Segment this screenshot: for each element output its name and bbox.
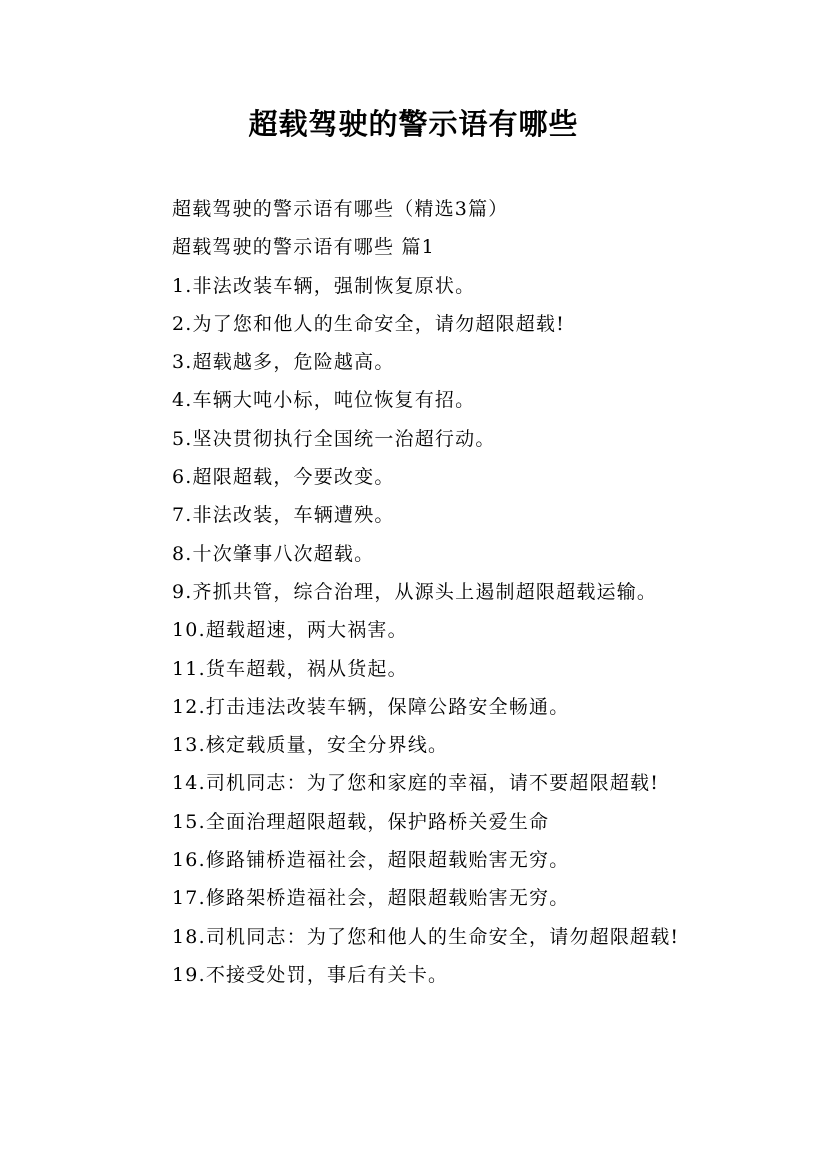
list-item: 2.为了您和他人的生命安全，请勿超限超载! (172, 312, 565, 335)
document-title: 超载驾驶的警示语有哪些 (248, 107, 579, 141)
list-item: 11.货车超载，祸从货起。 (172, 657, 408, 680)
list-item: 1.非法改装车辆，强制恢复原状。 (172, 274, 476, 297)
section-heading: 超载驾驶的警示语有哪些 篇1 (172, 236, 435, 259)
list-item: 16.修路铺桥造福社会，超限超载贻害无穷。 (172, 849, 570, 872)
list-item: 9.齐抓共管，综合治理，从源头上遏制超限超载运输。 (172, 580, 658, 603)
list-item: 17.修路架桥造福社会，超限超载贻害无穷。 (172, 887, 570, 910)
list-item: 4.车辆大吨小标，吨位恢复有招。 (172, 389, 476, 412)
intro-paragraph: 超载驾驶的警示语有哪些（精选3篇） (172, 198, 509, 220)
list-item: 3.超载越多，危险越高。 (172, 351, 395, 374)
list-item: 19.不接受处罚，事后有关卡。 (172, 963, 449, 986)
list-item: 10.超载超速，两大祸害。 (172, 619, 408, 642)
list-item: 5.坚决贯彻执行全国统一治超行动。 (172, 427, 496, 450)
list-item: 18.司机同志：为了您和他人的生命安全，请勿超限超载! (172, 925, 680, 948)
list-item: 15.全面治理超限超载，保护路桥关爱生命 (172, 810, 550, 833)
list-item: 12.打击违法改装车辆，保障公路安全畅通。 (172, 695, 570, 718)
list-item: 7.非法改装，车辆遭殃。 (172, 504, 395, 527)
list-item: 6.超限超载，今要改变。 (172, 466, 395, 489)
list-item: 14.司机同志：为了您和家庭的幸福，请不要超限超载! (172, 772, 660, 795)
list-item: 8.十次肇事八次超载。 (172, 542, 375, 565)
document-body (124, 190, 724, 994)
list-item: 13.核定载质量，安全分界线。 (172, 734, 449, 757)
